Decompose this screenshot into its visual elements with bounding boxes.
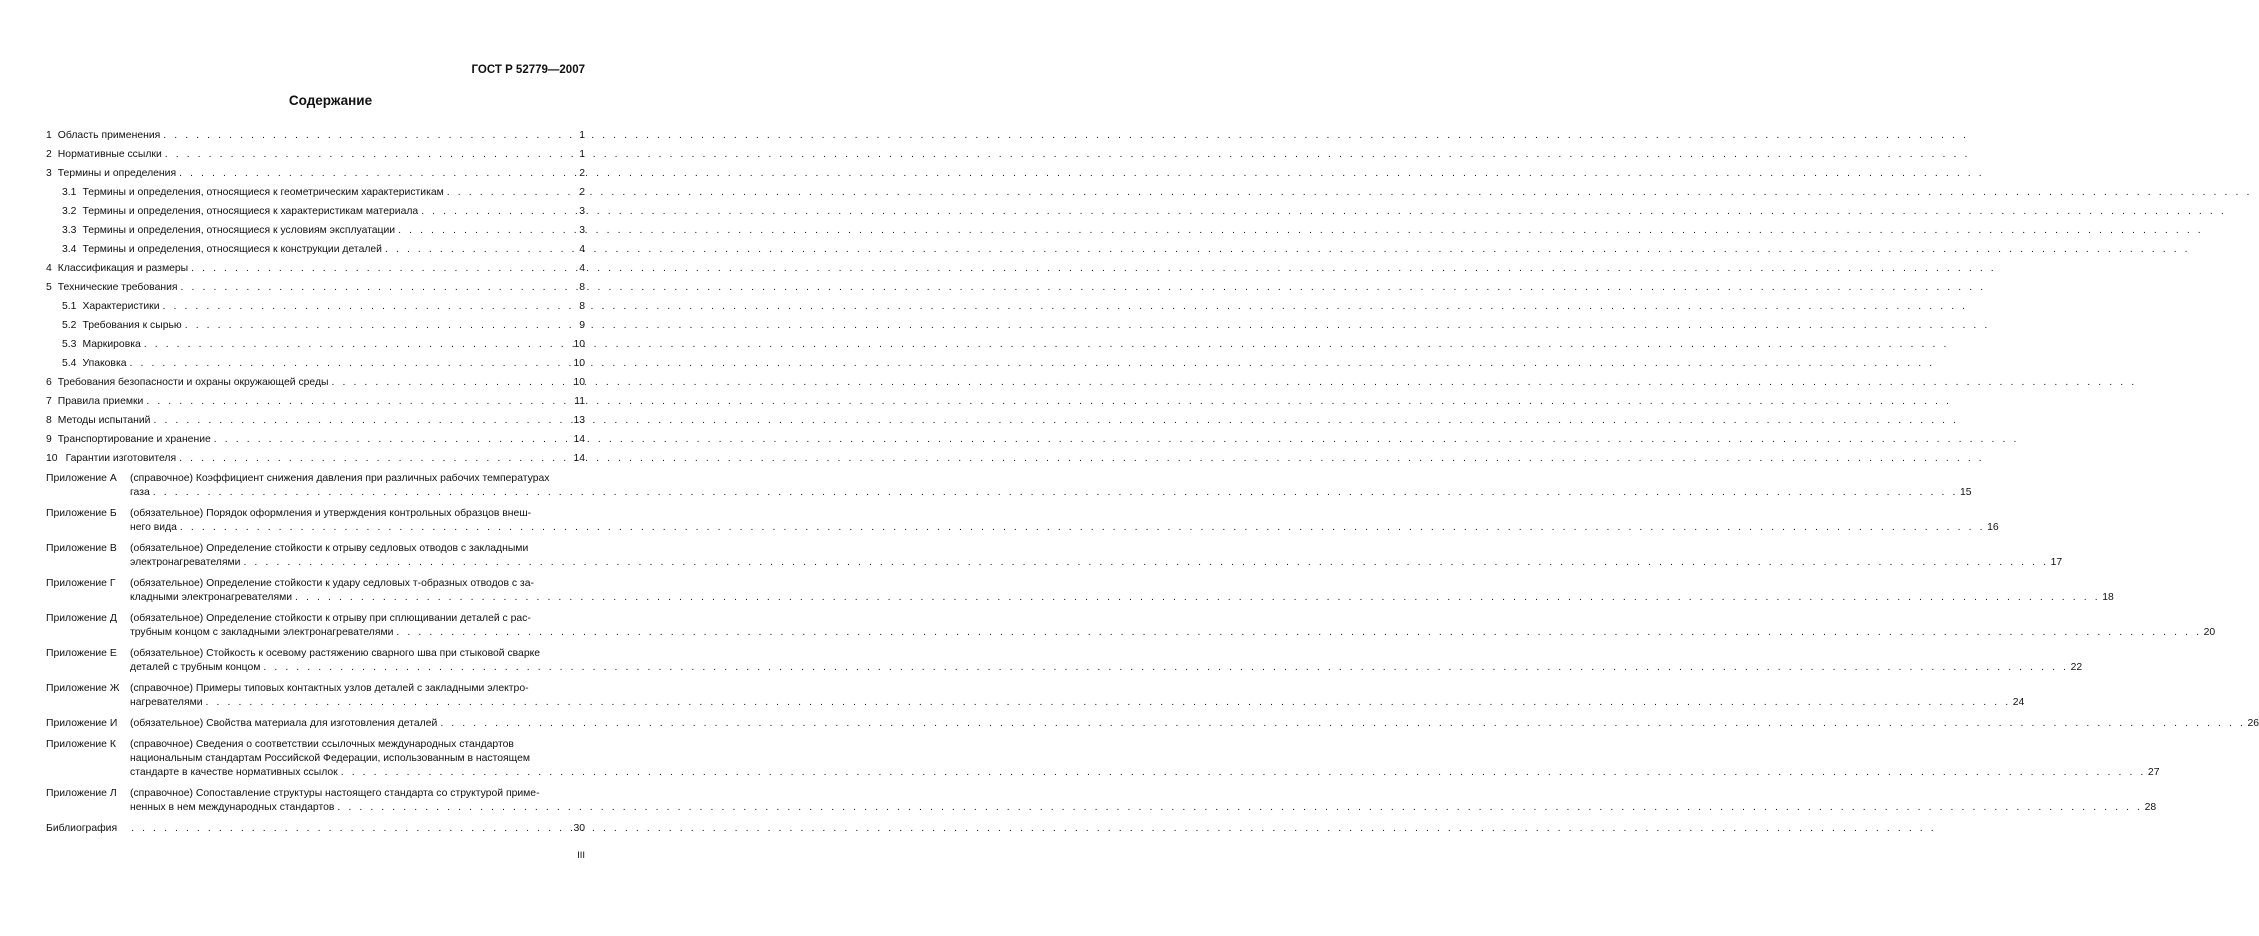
toc-page: 22 [2070,662,2083,673]
toc-page: 8 [579,301,585,312]
appendix-label: Приложение Д [46,613,117,624]
appendix-text: (справочное) Примеры типовых контактных узлов деталей с закладными электро- [130,683,529,694]
toc-page: 26 [2247,718,2259,729]
toc-label: Методы испытаний [57,415,151,426]
toc-page: 24 [2012,697,2025,708]
toc-number: 6 [46,377,52,388]
appendix-b[interactable] [46,507,1999,535]
appendix-d[interactable] [46,612,2216,640]
appendix-text: нагревателями [130,697,203,708]
toc-entry-6[interactable] [46,376,585,390]
toc-page: 30 [573,823,585,834]
toc-page: 9 [579,320,585,331]
toc-number: 5 [46,282,52,293]
toc-entry-3-3[interactable] [46,224,585,238]
toc-page: 10 [573,339,585,350]
toc-number: 7 [46,396,52,407]
appendix-text: (справочное) Сведения о соответствии ссылочных международных стандартов [130,739,514,750]
appendix-a[interactable] [46,472,1972,500]
toc-number: 5.3 [62,339,77,350]
toc-page: 13 [573,415,585,426]
appendix-label: Приложение А [46,473,117,484]
toc-page: 10 [573,358,585,369]
page-number: III [577,850,585,861]
toc-page: 10 [573,377,585,388]
toc-page: 28 [2144,802,2157,813]
toc-label: Требования к сырью [82,320,182,331]
toc-entry-8[interactable] [46,414,585,428]
appendix-text: газа [130,487,150,498]
toc-label: Характеристики [82,301,160,312]
toc-entry-10[interactable] [46,452,585,466]
appendix-label: Приложение Е [46,648,117,659]
toc-label: Транспортирование и хранение [57,434,211,445]
toc-page: 17 [2050,557,2063,568]
toc-page: 1 [579,130,585,141]
toc-label: Термины и определения, относящиеся к геометрическим характеристикам [82,187,444,198]
toc-label: Технические требования [57,282,178,293]
page-title: Содержание [288,93,373,108]
document-code: ГОСТ Р 52779—2007 [471,64,585,76]
appendix-text: (справочное) Сопоставление структуры настоящего стандарта со структурой приме- [130,788,540,799]
appendix-text: деталей с трубным концом [130,662,261,673]
appendix-text: (справочное) Коэффициент снижения давления при различных рабочих температурах [130,473,550,484]
toc-number: 3.1 [62,187,77,198]
toc-entry-3-1[interactable] [46,186,585,200]
appendix-text: него вида [130,522,177,533]
toc-page: 14 [573,453,585,464]
toc-number: 4 [46,263,52,274]
toc-label: Упаковка [82,358,127,369]
toc-entry-3-2[interactable] [46,205,585,219]
toc-label: Термины и определения, относящиеся к характеристикам материала [82,206,419,217]
toc-page: 20 [2203,627,2216,638]
appendix-text: (обязательное) Определение стойкости к отрыву седловых отводов с закладными [130,543,529,554]
toc-page: 27 [2147,767,2160,778]
toc-entry-5-4[interactable] [46,357,585,371]
toc-page: 11 [574,396,585,407]
toc-page: 3 [579,206,585,217]
appendix-text: (обязательное) Определение стойкости к отрыву при сплющивании деталей с рас- [130,613,531,624]
toc-page: 14 [573,434,585,445]
toc-page: 2 [579,187,585,198]
toc-page: 1 [579,149,585,160]
toc-page: 15 [1959,487,1972,498]
toc-page: 3 [579,225,585,236]
appendix-text: трубным концом с закладными электронагревателями [130,627,394,638]
toc-entry-3[interactable] [46,167,585,181]
appendix-text: ненных в нем международных стандартов [130,802,335,813]
toc-entry-2[interactable] [46,148,585,162]
toc-label: Гарантии изготовителя [65,453,177,464]
toc-number: 3.3 [62,225,77,236]
toc-label: Маркировка [82,339,141,350]
appendix-zh[interactable] [46,682,2025,710]
appendix-text: электронагревателями [130,557,241,568]
toc-entry-3-4[interactable] [46,243,585,257]
toc-entry-1[interactable] [46,129,585,143]
toc-label: Термины и определения [57,168,177,179]
toc-label: Нормативные ссылки [57,149,162,160]
appendix-v[interactable] [46,542,2063,570]
toc-number: 3.2 [62,206,77,217]
appendix-l[interactable] [46,787,2157,815]
appendix-label: Приложение Ж [46,683,120,694]
appendix-label: Приложение Л [46,788,117,799]
toc-number: 5.1 [62,301,77,312]
appendix-text: (обязательное) Стойкость к осевому растяжению сварного шва при стыковой сварке [130,648,541,659]
toc-page: 8 [579,282,585,293]
toc-entry-5[interactable] [46,281,585,295]
toc-entry-5-3[interactable] [46,338,585,352]
appendix-g[interactable] [46,577,2114,605]
appendix-text: стандарте в качестве нормативных ссылок [130,767,338,778]
toc-label: Область применения [57,130,161,141]
toc-label: Термины и определения, относящиеся к условиям эксплуатации [82,225,396,236]
appendix-label: Приложение Б [46,508,117,519]
toc-page: 18 [2102,592,2114,603]
bibliography-entry[interactable] [46,822,585,836]
toc-label: Требования безопасности и охраны окружающей среды [57,377,329,388]
toc-number: 2 [46,149,52,160]
toc-entry-5-2[interactable] [46,319,585,333]
appendix-text: (обязательное) Порядок оформления и утверждения контрольных образцов внеш- [130,508,532,519]
toc-number: 3 [46,168,52,179]
toc-page: 16 [1987,522,1999,533]
toc-number: 10 [46,453,58,464]
toc-number: 3.4 [62,244,77,255]
appendix-e[interactable] [46,647,2083,675]
bibliography-label: Библиография [46,823,118,834]
table-of-contents [46,124,2259,836]
toc-number: 5.4 [62,358,77,369]
toc-entry-7[interactable] [46,395,585,409]
appendix-label: Приложение И [46,718,118,729]
appendix-k[interactable] [46,738,2160,780]
toc-page: 4 [579,244,585,255]
appendix-text: (обязательное) Свойства материала для изготовления деталей [130,718,438,729]
toc-label: Правила приемки [57,396,144,407]
appendix-text: (обязательное) Определение стойкости к удару седловых т-образных отводов с за- [130,578,534,589]
appendix-label: Приложение Г [46,578,116,589]
appendix-label: Приложение К [46,739,116,750]
toc-page: 2 [579,168,585,179]
toc-number: 5.2 [62,320,77,331]
appendix-i[interactable] [46,717,2259,731]
toc-number: 8 [46,415,52,426]
appendix-text: кладными электронагревателями [130,592,293,603]
toc-label: Термины и определения, относящиеся к конструкции деталей [82,244,382,255]
appendix-text: национальным стандартам Российской Федерации, использованным в настоящем [130,753,530,764]
toc-entry-5-1[interactable] [46,300,585,314]
appendix-label: Приложение В [46,543,117,554]
toc-entry-9[interactable] [46,433,585,447]
toc-label: Классификация и размеры [57,263,189,274]
toc-number: 9 [46,434,52,445]
toc-page: 4 [579,263,585,274]
toc-entry-4[interactable] [46,262,585,276]
toc-number: 1 [46,130,52,141]
